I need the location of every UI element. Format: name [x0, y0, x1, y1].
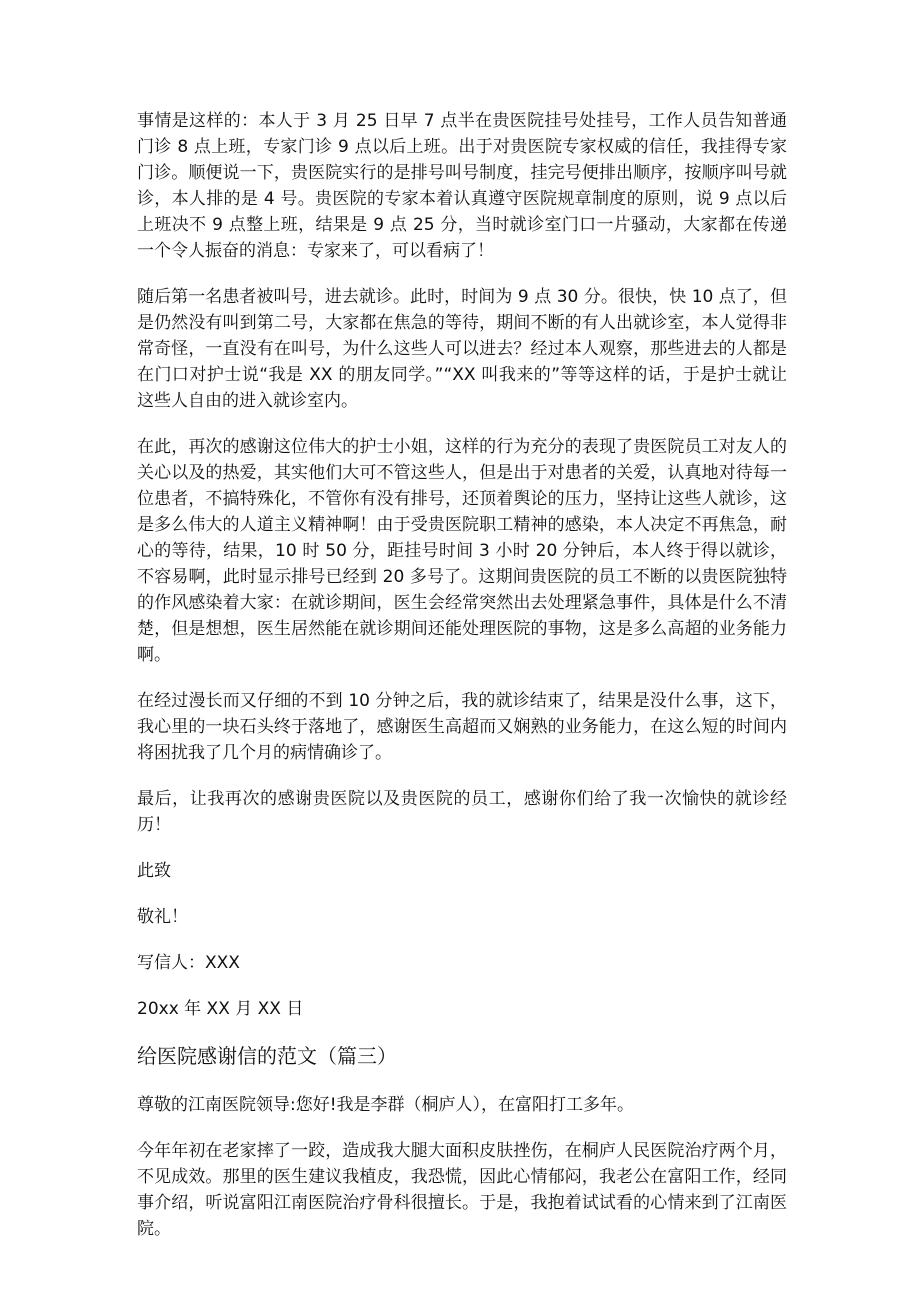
- letter2-paragraph-2: 随后第一名患者被叫号，进去就诊。此时，时间为 9 点 30 分。很快，快 10 点了，但是仍然没有叫到第二号，大家都在焦急的等待，期间不断的有人出就诊室，本人觉得非常奇怪，一直没有在叫号，为什么这些人可以进去？经过本人观察，那些进去的人都是在门口对护士说“我是 XX 的朋友同学。”“XX 叫我来的”等等这样的话，于是护士就让这些人自由的进入就诊室内。: [137, 287, 787, 411]
- letter2-closing: 此致: [137, 861, 171, 881]
- letter2-paragraph-5: 最后，让我再次的感谢贵医院以及贵医院的员工，感谢你们给了我一次愉快的就诊经历！: [137, 789, 787, 835]
- letter2-paragraph-4: 在经过漫长而又仔细的不到 10 分钟之后，我的就诊结束了，结果是没什么事，这下，我心里的一块石头终于落地了，感谢医生高超而又娴熟的业务能力，在这么短的时间内将困扰我了几个月的病情确诊了。: [137, 691, 787, 763]
- letter2-salute: 敬礼！: [137, 907, 188, 927]
- letter2-signer: 写信人：XXX: [137, 953, 240, 973]
- document-page: [137, 108, 787, 1262]
- letter2-date: 20xx 年 XX 月 XX 日: [137, 999, 304, 1019]
- letter3-title: 给医院感谢信的范文（篇三）: [137, 1044, 397, 1068]
- letter2-paragraph-3: 在此，再次的感谢这位伟大的护士小姐，这样的行为充分的表现了贵医院员工对友人的关心以及的热爱，其实他们大可不管这些人，但是出于对患者的关爱，认真地对待每一位患者，不搞特殊化，不管你有没有排号，还顶着舆论的压力，坚持让这些人就诊，这是多么伟大的人道主义精神啊！由于受贵医院职工精神的感染，本人决定不再焦急，耐心的等待，结果，10 时 50 分，距挂号时间 3 小时 20 分钟后，本人终于得以就诊，不容易啊，此时显示排号已经到 20 多号了。这期间贵医院的员工不断的以贵医院独特的作风感染着大家：在就诊期间，医生会经常突然出去处理紧急事件，具体是什么不清楚，但是想想，医生居然能在就诊期间还能处理医院的事物，这是多么高超的业务能力啊。: [137, 437, 787, 665]
- letter3-paragraph-1: 今年年初在老家摔了一跤，造成我大腿大面积皮肤挫伤，在桐庐人民医院治疗两个月，不见成效。那里的医生建议我植皮，我恐慌，因此心情郁闷，我老公在富阳工作，经同事介绍，听说富阳江南医院治疗骨科很擅长。于是，我抱着试试看的心情来到了江南医院。: [137, 1141, 787, 1239]
- letter3-greeting: 尊敬的江南医院领导:您好!我是李群（桐庐人），在富阳打工多年。: [137, 1095, 635, 1115]
- letter2-paragraph-1: 事情是这样的：本人于 3 月 25 日早 7 点半在贵医院挂号处挂号，工作人员告知普通门诊 8 点上班，专家门诊 9 点以后上班。出于对贵医院专家权威的信任，我挂得专家门诊。顺便说一下，贵医院实行的是排号叫号制度，挂完号便排出顺序，按顺序叫号就诊，本人排的是 4 号。贵医院的专家本着认真遵守医院规章制度的原则，说 9 点以后上班决不 9 点整上班，结果是 9 点 25 分，当时就诊室门口一片骚动，大家都在传递一个令人振奋的消息：专家来了，可以看病了！: [137, 111, 787, 261]
